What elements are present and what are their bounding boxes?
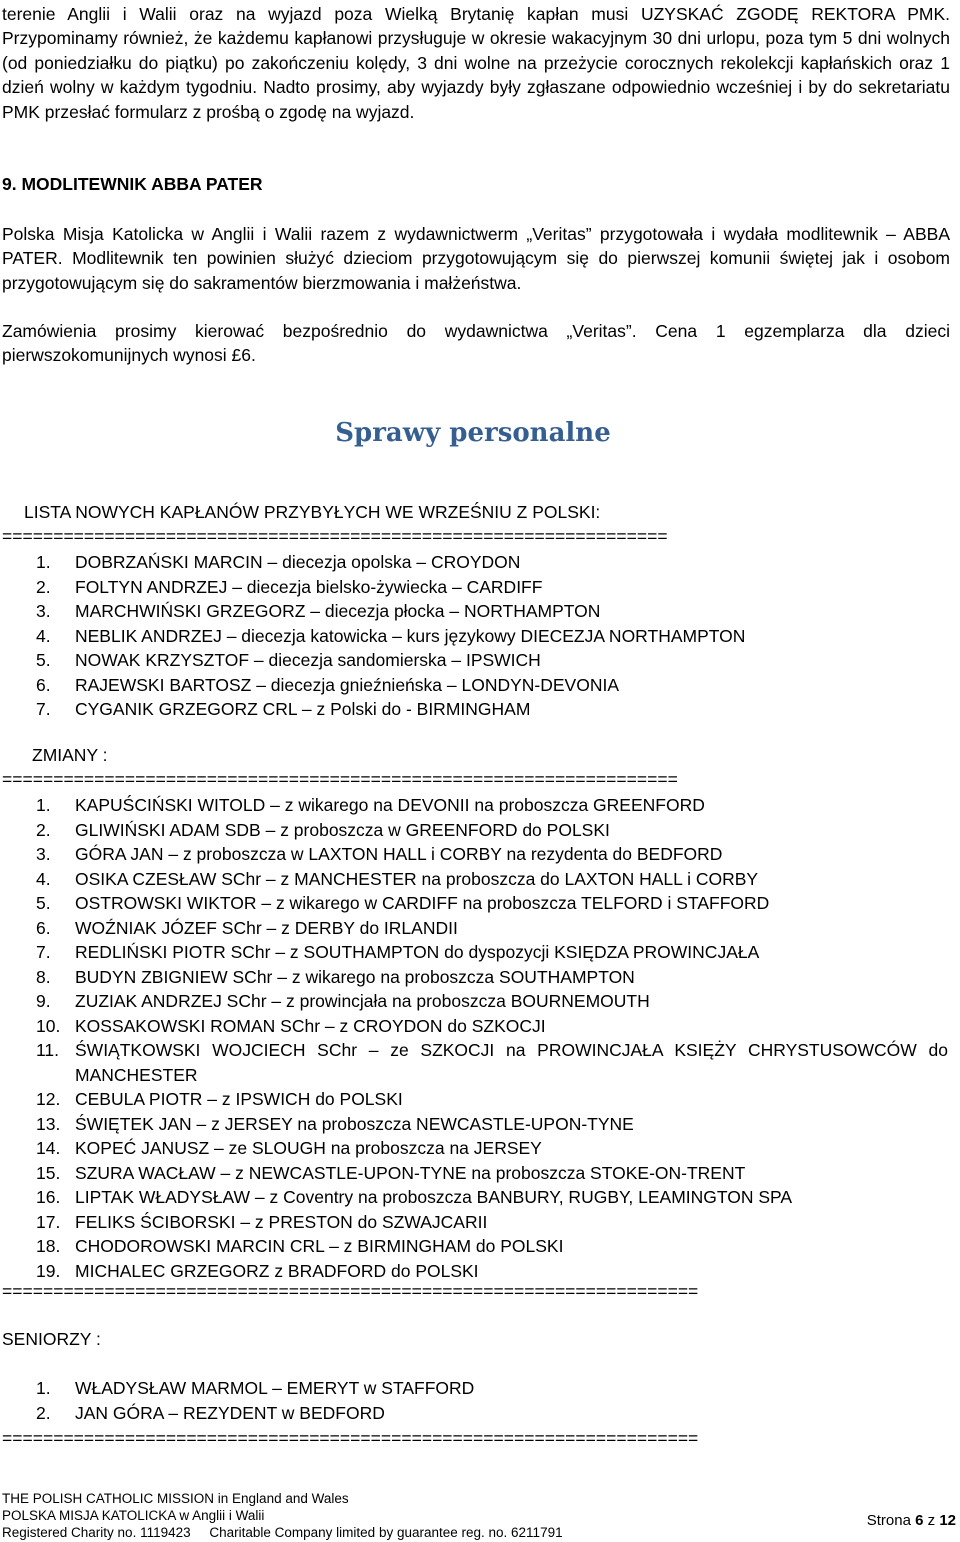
list-item: 3. MARCHWIŃSKI GRZEGORZ – diecezja płocka – NORTHAMPTON [36,601,601,621]
list-item: 5. OSTROWSKI WIKTOR – z wikarego w CARDIFF na proboszcza TELFORD i STAFFORD [36,893,770,913]
list-item: 14. KOPEĆ JANUSZ – ze SLOUGH na proboszcza na JERSEY [36,1138,542,1158]
seniors-heading: SENIORZY : [2,1329,101,1349]
section-9-paragraph-2: Zamówienia prosimy kierować bezpośrednio do wydawnictwa „Veritas”. Cena 1 egzemplarza dla dzieci pierwszokomunijnych wynosi £6. [2,321,950,366]
list-item: 2. FOLTYN ANDRZEJ – diecezja bielsko-żywiecka – CARDIFF [36,576,543,597]
separator-line: ================================================================= [2,526,668,546]
list-item: 6. RAJEWSKI BARTOSZ – diecezja gnieźnieńska – LONDYN-DEVONIA [36,674,619,695]
section-9-heading: 9. MODLITEWNIK ABBA PATER [2,174,263,194]
list-item: 17. FELIKS ŚCIBORSKI – z PRESTON do SZWAJCARII [36,1211,488,1232]
list-item: 7. REDLIŃSKI PIOTR SChr – z SOUTHAMPTON do dyspozycji KSIĘDZA PROWINCJAŁA [36,942,760,962]
list-item: 4. NEBLIK ANDRZEJ – diecezja katowicka – kurs językowy DIECEZJA NORTHAMPTON [36,625,746,646]
list-item: 1. DOBRZAŃSKI MARCIN – diecezja opolska – CROYDON [36,552,521,572]
list-item: 1. WŁADYSŁAW MARMOL – EMERYT w STAFFORD [36,1378,475,1398]
list-item: 3. GÓRA JAN – z proboszcza w LAXTON HALL i CORBY na rezydenta do BEDFORD [36,844,723,864]
list-item: 13. ŚWIĘTEK JAN – z JERSEY na proboszcza NEWCASTLE-UPON-TYNE [36,1113,634,1134]
new-priests-heading: LISTA NOWYCH KAPŁANÓW PRZYBYŁYCH WE WRZEŚNIU Z POLSKI: [24,502,601,522]
footer-registration: Registered Charity no. 1119423 Charitable Company limited by guarantee reg. no. 6211791 [2,1525,563,1540]
intro-paragraph: terenie Anglii i Walii oraz na wyjazd poza Wielką Brytanię kapłan musi UZYSKAĆ ZGODĘ REKTORA PMK. Przypominamy również, że każdemu kapłanowi przysługuje w okresie wakacyjnym 30 dni urlopu, poza tym 5 dni wolnych (od poniedziałku do piątku) po zakończeniu kolędy, 3 dni wolne na przeżycie corocznych rekolekcji kapłańskich oraz 1 dzień wolny w każdym tygodniu. Nadto prosimy, aby wyjazdy były zgłaszane odpowiednio wcześniej i by do sekretariatu PMK przesłać formularz z prośbą o zgodę na wyjazd. [2,4,950,122]
list-item: 7. CYGANIK GRZEGORZ CRL – z Polski do - BIRMINGHAM [36,699,531,719]
list-item: 11. ŚWIĄTKOWSKI WOJCIECH SChr – ze SZKOCJI na PROWINCJAŁA KSIĘŻY CHRYSTUSOWCÓW do MANCHESTER [36,1040,948,1085]
total-pages: 12 [939,1512,956,1529]
page-number [867,1512,956,1529]
section-9-paragraph-1: Polska Misja Katolicka w Anglii i Walii razem z wydawnictwerm „Veritas” przygotowała i wydała modlitewnik – ABBA PATER. Modlitewnik ten powinien służyć dzieciom przygotowującym się do pierwszej komunii świętej jak i osobom przygotowującym się do sakramentów bierzmowania i małżeństwa. [2,224,950,293]
list-item: 2. GLIWIŃSKI ADAM SDB – z proboszcza w GREENFORD do POLSKI [36,819,610,840]
list-item: 4. OSIKA CZESŁAW SChr – z MANCHESTER na proboszcza do LAXTON HALL i CORBY [36,868,759,889]
separator-line: ==================================================================== [2,1428,699,1448]
list-item: 12. CEBULA PIOTR – z IPSWICH do POLSKI [36,1089,403,1109]
list-item: 18. CHODOROWSKI MARCIN CRL – z BIRMINGHAM do POLSKI [36,1236,564,1256]
page-of-label: z [927,1512,936,1529]
list-item: 8. BUDYN ZBIGNIEW SChr – z wikarego na proboszcza SOUTHAMPTON [36,966,635,987]
current-page: 6 [915,1512,924,1529]
list-item: 10. KOSSAKOWSKI ROMAN SChr – z CROYDON do SZKOCJI [36,1015,546,1036]
list-item: 5. NOWAK KRZYSZTOF – diecezja sandomierska – IPSWICH [36,650,541,670]
separator-line: ================================================================== [2,769,678,789]
list-item: 2. JAN GÓRA – REZYDENT w BEDFORD [36,1402,385,1423]
separator-line: ==================================================================== [2,1281,699,1301]
page-label: Strona [866,1512,911,1529]
list-item: 15. SZURA WACŁAW – z NEWCASTLE-UPON-TYNE na proboszcza STOKE-ON-TRENT [36,1162,746,1183]
list-item: 6. WOŹNIAK JÓZEF SChr – z DERBY do IRLANDII [36,917,458,938]
list-item: 1. KAPUŚCIŃSKI WITOLD – z wikarego na DEVONII na proboszcza GREENFORD [36,795,705,815]
changes-list [0,793,960,1283]
list-item: 9. ZUZIAK ANDRZEJ SChr – z prowincjała na proboszcza BOURNEMOUTH [36,991,650,1011]
footer-organization-en: THE POLISH CATHOLIC MISSION in England and Wales [2,1491,349,1506]
list-item: 19. MICHALEC GRZEGORZ z BRADFORD do POLSKI [36,1260,479,1281]
seniors-list [0,1376,960,1425]
section-title: Sprawy personalne [335,418,611,448]
changes-heading: ZMIANY : [32,745,108,765]
new-priests-list [0,550,960,722]
list-item: 16. LIPTAK WŁADYSŁAW – z Coventry na proboszcza BANBURY, RUGBY, LEAMINGTON SPA [36,1187,793,1207]
footer-organization-pl: POLSKA MISJA KATOLICKA w Anglii i Walii [2,1508,265,1523]
